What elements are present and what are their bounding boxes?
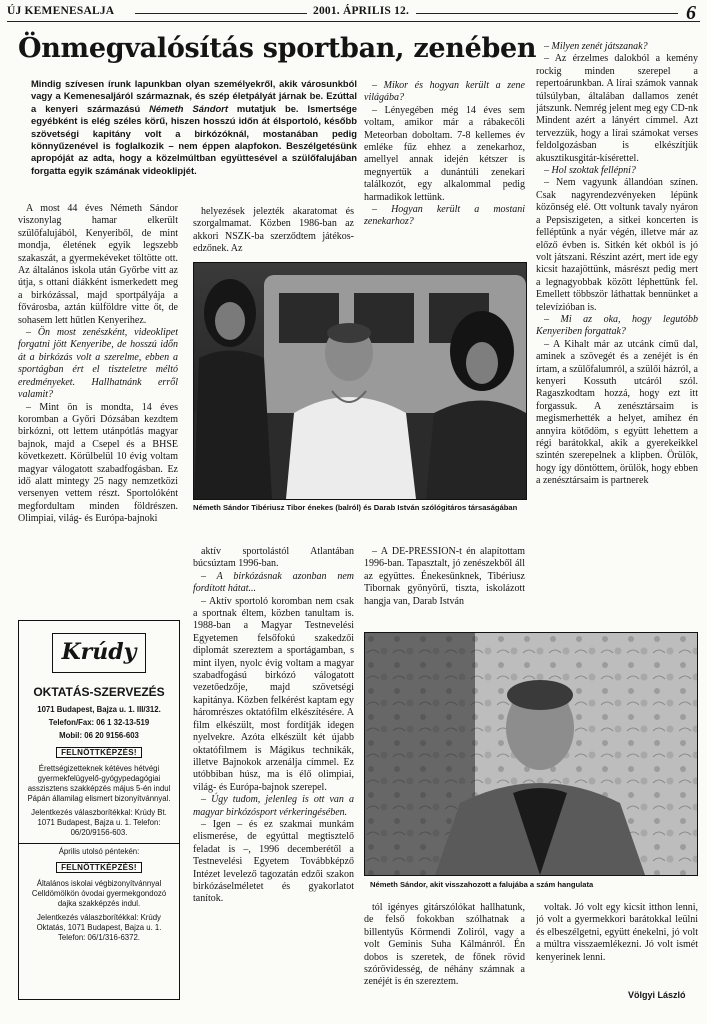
photo-1-caption: Németh Sándor Tibériusz Tibor énekes (balról) és Darab István szólógitáros társaságában [193, 503, 518, 512]
krudy-advertisement [18, 620, 180, 1000]
ad-mobile: Mobil: 06 20 9156-603 [59, 731, 139, 740]
column-2-middle [193, 546, 354, 1016]
col3-top-paragraph: – Hogyan került a mostani zenekarhoz? [364, 204, 525, 228]
col1-paragraph: – Ön most zenészként, videoklipet forgatni jött Kenyeribe, de hosszú időn át a birkózás volt a szerelme, ebben a sportágban ért el tiszteletre méltó eredményeket. Hallhatnánk erről valamit? [18, 327, 178, 401]
ad-divider [19, 843, 179, 844]
ad-box-2-contact: Jelentkezés válaszborítékkal: Krúdy Oktatás, 1071 Budapest, Bajza u. 1. Telefon: 06/1/316-6372. [36, 913, 162, 942]
column-3-top [364, 80, 525, 260]
header-underline [7, 21, 700, 22]
ad-address: 1071 Budapest, Bajza u. 1. III/312. [37, 705, 161, 714]
col4-paragraph: – Milyen zenét játszanak? [544, 41, 648, 52]
header-rule-left [135, 13, 307, 14]
lead-name: Németh Sándort [149, 102, 228, 114]
header-rule-right [416, 13, 678, 14]
ad-company-name: OKTATÁS-SZERVEZÉS [33, 685, 165, 699]
column-2-top [193, 206, 354, 258]
band-photo-image [194, 263, 526, 499]
photo-2-caption: Németh Sándor, akit visszahozott a falujába a szám hangulata [370, 880, 594, 889]
krudy-logo-text: Krúdy [61, 639, 137, 665]
lead-text-1: Mindig szívesen írunk lapunkban olyan személyekről, akik városunkból vagy a Kemenesaljáról származnak, és szép életpályát járnak be. Ezúttal a kenyeri származású [31, 78, 357, 114]
article-title: Önmegvalósítás sportban, zenében [18, 33, 537, 64]
col4-paragraph: – Hol szoktak fellépni? [544, 165, 636, 177]
col3-mid-paragraph: – A DE-PRESSION-t én alapítottam 1996-ban. Tapasztalt, jó zenészekből áll az együttes. Énekesünknek, Tibériusz Tibornak gyönyörű, tiszta, iskolázott hangja van, Darab István [364, 546, 525, 607]
portrait-photo [364, 632, 698, 876]
ad-box-1-contact: Jelentkezés válaszborítékkal: Krúdy Bt. 1071 Budapest, Bajza u. 1. Telefon: 06/20/9156-603. [31, 808, 167, 837]
page-number: 6 [686, 2, 696, 24]
col4-paragraph: – Nem vagyunk állandóan színen. Csak nagyrendezvényeken lépünk közönség elé. Ott voltunk tavaly nyáron a Pepsiszigeten, a sitkei koncerten is felléptünk a nyár végén, illetve már az előző évben is. Sitkén két okból is jó volt játszani. Részint azért, mert ide egy kicsit hazajöttünk, másrészt pedig mert a legnagyobbak között léphettünk fel. Emellett többször láthattak bennünket a televízióban is. [536, 177, 698, 313]
col4-bot-paragraph: voltak. Jó volt egy kicsit itthon lenni, jó volt a gyermekkori barátokkal leülni és elbeszélgetni, együtt énekelni, jó volt a múltra visszaemlékezni. Jó volt ismét kenyerinek lenni. [536, 902, 698, 963]
col2-mid-paragraph: – Aktív sportoló koromban nem csak a sportnak éltem, közben tanultam is. 1988-ban a Magyar Testnevelési Egyetemen felsőfokú szakedzői diplomát szereztem a sportágamban, s mint ilyen, nyolc évig voltam a magyar szabadfogású birkózó válogatott vezetőedzője, majd szövetségi kapitánya. Közben felkérést kaptam egy háromrészes oktatófilm elkészítésére. A film elkészült, most fordítják idegen nyelvekre. Azóta elkészült két újabb oktatófilmem is Mágikus technikák, illetve Bajnokok arzenálja címmel. Ez utóbbiban húsz, ma is élő olimpiai, világ- és Európa-bajnok szerepel. [193, 595, 354, 793]
col4-paragraph: – Az érzelmes dalokból a kemény rockig minden szerepel a repertoárunkban. A lírai számok vannak túlsúlyban, általában dallamos zenét játszunk. Nemrég jelent meg egy CD-nk Mindent azért a lányért címmel. Azt tervezzük, hogy a lírai számokat verses feldolgozásban is elkészítjük akusztikusgitár-kísérettel. [536, 53, 698, 164]
author-signature: Völgyi László [628, 990, 686, 1000]
article-lead [31, 78, 357, 177]
col4-paragraph: – A Kihalt már az utcánk című dal, aminek a szövegét és a zenéjét is én írtam, a szülőfalumról, a szülői házról, a kenyeri Kossuth utcáról szól. Ragaszkodtam hozzá, hogy ezt itt forgassuk. A zenésztársaim is megismerhették a helyet, amihez én annyira kötődöm, s együtt lehettem a régi barátokkal, akik a gyerekeikkel szintén szerepelnek a klipben. Örülök, hogy így döntöttem, örülök, hogy ebben a zenésztársaim is partnerek [536, 338, 698, 487]
col4-paragraph: – Mi az oka, hogy legutóbb Kenyeriben forgattak? [536, 313, 698, 338]
lead-text-2: mutatjuk be. Ismertsége egyébként is elég széles körű, hiszen hosszú időn át élsportoló, később szövetségi kapitány volt a birkózóknál, mostanában pedig könnyűzenével is foglalkozik – nem éppen alapfokon. Beszélgetésünk apropóját az adta, hogy a közelmúltban együttesével a szülőfalujában forgatta egyik számának videoklipjét. [31, 102, 357, 176]
column-4-bottom [536, 902, 698, 990]
ad-box-2-note: Április utolsó péntekén: [58, 847, 140, 856]
ad-phone: Telefon/Fax: 06 1 32-13-519 [48, 718, 150, 727]
col3-top-paragraph: – Mikor és hogyan került a zene világába? [364, 80, 525, 104]
ad-box-1-heading: FELNŐTTKÉPZÉS! [56, 747, 142, 758]
ad-box-2-text: Általános iskolai végbizonyítvánnyal Celldömölkön óvodai gyermekgondozó dajka szakképzés indul. [31, 879, 167, 908]
band-photo [193, 262, 527, 500]
column-4 [536, 41, 698, 627]
issue-date: 2001. ÁPRILIS 12. [313, 5, 410, 17]
ad-box-2-heading: FELNŐTTKÉPZÉS! [56, 862, 142, 873]
ad-box-1-text: Érettségizetteknek kétéves hétvégi gyermekfelügyelő-gyógypedagógiai asszisztens szakképzés május 5-én indul Pápán államilag elismert bizonyítvánnyal. [27, 764, 171, 803]
col2-mid-paragraph: – Igen – és ez szakmai munkám elismerése, de egyúttal megtisztelő feladat is –, 1996 decemberétől a Testnevelési Egyetem Továbbképző Intézet levelező tagozatán edzői szakon birkózáselméletet és gyakorlatot tanítok. [193, 818, 354, 905]
column-1 [18, 203, 178, 613]
portrait-photo-image [365, 633, 697, 875]
col3-top-paragraph: – Lényegében még 14 éves sem voltam, amikor már a rábakecöli Meteorban doboltam. 7-8 kellemes év emléke fűz ehhez a zenekarhoz, amellyel annak idején kétszer is megnyertük a dunántúli zenekari találkozót, egy alkalommal pedig harmadikok lettünk. [364, 104, 525, 203]
col3-bot-paragraph: tól igényes gitárszólókat hallhatunk, de felső fokokban szólhatnak a billentyűs Körmendi Zoliról, vagy a volt Geminis Suha Kálmánról. Én dobos is szeretek, de főnek rövid szórövidesség, de néhány számnak a zenéjét is én szereztem. [364, 902, 525, 988]
col1-paragraph: A most 44 éves Németh Sándor viszonylag hamar elkerült szülőfalujából, Kenyeriből, de mint mondja, életének egyik legszebb szakaszát, a gyermekéveket töltötte ott. Az általános iskola után Győrbe vitt az útja, s ottani diákként ismerkedett meg a birkózással, majd sportpályája a fővárosba, aztán külföldre vitte őt, de sohasem lett hűtlen Kenyerihez. [18, 203, 178, 326]
column-3-bottom [364, 902, 525, 1002]
col2-top-paragraph: helyezések jelezték akaratomat és szorgalmamat. Közben 1986-ban az akkori NSZK-ba szerződtem játékos-edzőnek. Az [193, 206, 354, 255]
column-3-middle [364, 546, 525, 626]
krudy-logo [52, 633, 146, 673]
col1-paragraph: – Mint ön is mondta, 14 éves koromban a Győri Dózsában kezdtem birkózni, ott lettem utánpótlás magyar bajnok, majd a Csepel és a BHSE következett. Körülbelül 10 évig voltam magyar válogatott szabadfogásban. Ez idő alatt mintegy 25 nagy nemzetközi versenyen vettem részt. Sportolóként megfordultam minden földrészen. Olimpiai, világ- és Európa-bajnoki [18, 401, 178, 525]
col2-mid-paragraph: – A birkózásnak azonban nem fordított hátat... [193, 570, 354, 595]
newspaper-name: ÚJ KEMENESALJA [7, 5, 115, 17]
col2-mid-paragraph: – Úgy tudom, jelenleg is ott van a magyar birkózósport vérkeringésében. [193, 794, 354, 818]
col2-mid-paragraph: aktív sportolástól Atlantában búcsúztam 1996-ban. [193, 546, 354, 570]
